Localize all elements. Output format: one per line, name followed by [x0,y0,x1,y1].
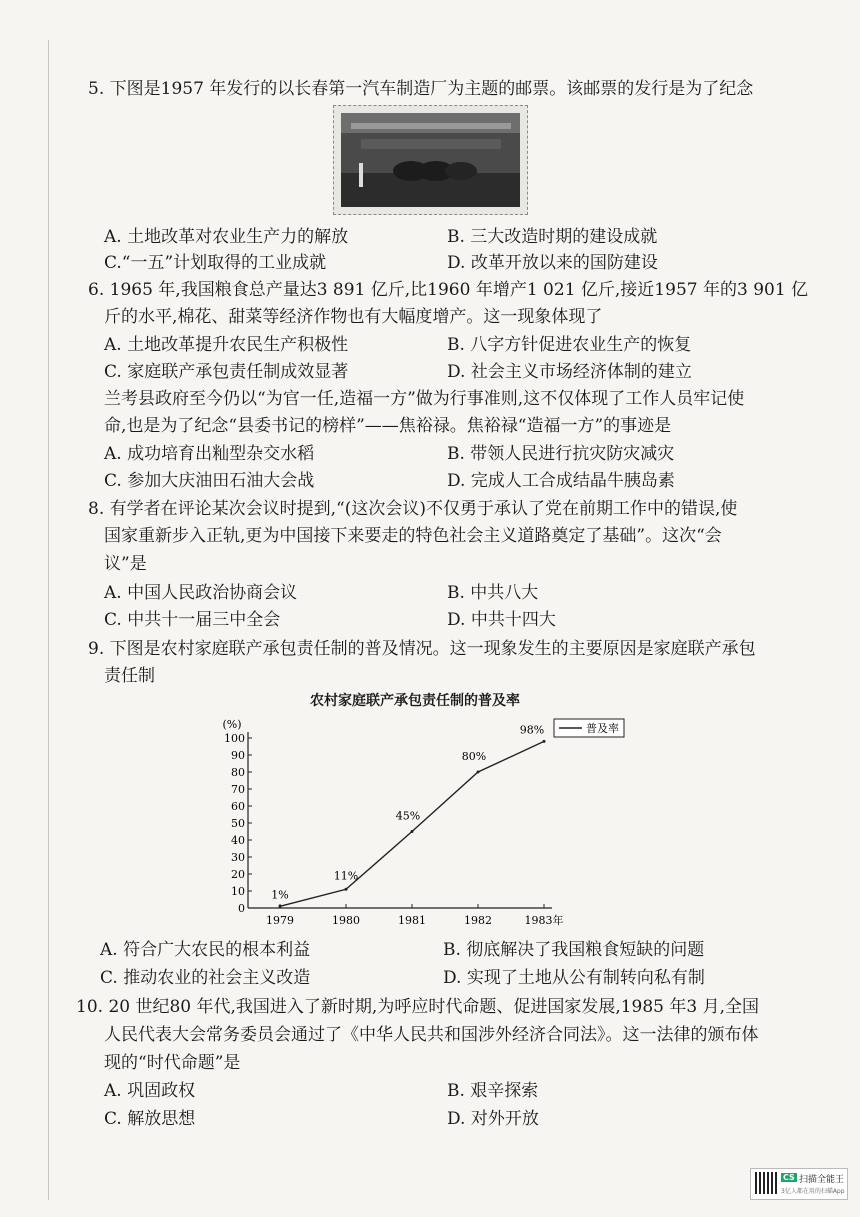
q6-stem-line2: 斤的水平,棉花、甜菜等经济作物也有大幅度增产。这一现象体现了 [104,307,603,327]
q5-stem: 5. 下图是1957 年发行的以长春第一汽车制造厂为主题的邮票。该邮票的发行是为了纪念 [88,79,754,99]
q6-option-a: A. 土地改革提升农民生产积极性 [104,335,349,355]
data-point [477,771,480,774]
factory-photo [341,113,520,207]
scanner-app-name: 扫描全能王 [799,1175,845,1185]
y-tick-label: 90 [231,749,245,762]
data-label: 80% [461,750,487,763]
q7-stem-line2: 命,也是为了纪念“县委书记的榜样”——焦裕禄。焦裕禄“造福一方”的事迹是 [104,416,672,436]
q10-stem-line3: 现的“时代命题”是 [104,1053,241,1073]
y-tick-label: 100 [224,732,245,745]
y-axis-label: (%) [222,718,242,731]
x-tick-label: 1982 [464,914,492,927]
q7-option-a: A. 成功培育出籼型杂交水稻 [104,444,315,464]
y-tick-label: 30 [231,851,245,864]
y-tick-label: 50 [231,817,245,830]
y-tick-label: 80 [231,766,245,779]
q8-stem-line3: 议”是 [104,554,147,574]
q10-option-c: C. 解放思想 [104,1109,196,1129]
q8-stem-line1: 8. 有学者在评论某次会议时提到,“(这次会议)不仅勇于承认了党在前期工作中的错误,使 [88,499,738,519]
x-tick-label: 1979 [266,914,294,927]
q8-option-a: A. 中国人民政治协商会议 [104,583,298,603]
q6-stem-line1: 6. 1965 年,我国粮食总产量达3 891 亿斤,比1960 年增产1 021 亿斤,接近1957 年的3 901 亿 [88,280,809,300]
data-point [543,740,546,743]
q9-stem-line1: 9. 下图是农村家庭联产承包责任制的普及情况。这一现象发生的主要原因是家庭联产承包 [88,639,756,659]
data-label: 98% [519,723,545,737]
q7-option-b: B. 带领人民进行抗灾防灾减灾 [447,444,675,464]
data-point [279,905,282,908]
y-tick-label: 70 [231,783,245,796]
q10-option-a: A. 巩固政权 [104,1081,196,1101]
q7-option-d: D. 完成人工合成结晶牛胰岛素 [447,471,675,491]
data-label: 45% [395,809,421,823]
q10-stem-line1: 10. 20 世纪80 年代,我国进入了新时期,为呼应时代命题、促进国家发展,1985 年3 月,全国 [76,997,760,1017]
q8-stem-line2: 国家重新步入正轨,更为中国接下来要走的特色社会主义道路奠定了基础”。这次“会 [104,526,722,546]
q8-option-d: D. 中共十四大 [447,610,556,630]
q7-option-c: C. 参加大庆油田石油大会战 [104,471,315,491]
x-tick-label: 1980 [332,914,360,927]
chart-title: 农村家庭联产承包责任制的普及率 [310,693,520,709]
q8-option-c: C. 中共十一届三中全会 [104,610,281,630]
data-label: 11% [333,869,359,883]
data-label: 1% [271,888,289,902]
q5-option-b: B. 三大改造时期的建设成就 [447,227,658,247]
q6-option-d: D. 社会主义市场经济体制的建立 [447,362,692,382]
q7-stem-line1: 兰考县政府至今仍以“为官一任,造福一方”做为行事准则,这不仅体现了工作人员牢记使 [104,389,745,409]
y-tick-label: 40 [231,834,245,847]
q10-option-b: B. 艰辛探索 [447,1081,539,1101]
data-point [345,888,348,891]
q9-option-a: A. 符合广大农民的根本利益 [100,940,311,960]
q9-option-b: B. 彻底解决了我国粮食短缺的问题 [443,940,705,960]
line-chart [0,705,860,945]
q5-option-c: C.“一五”计划取得的工业成就 [104,253,327,273]
q6-option-b: B. 八字方针促进农业生产的恢复 [447,335,692,355]
q9-option-d: D. 实现了土地从公有制转向私有制 [443,968,705,988]
data-point [411,830,414,833]
series-line [280,741,544,906]
x-tick-label: 1983年 [524,914,564,927]
q8-option-b: B. 中共八大 [447,583,539,603]
page-margin-line [48,40,49,1200]
stamp-image [333,105,528,215]
x-tick-label: 1981 [398,914,426,927]
cs-logo: CS [783,1173,795,1182]
q9-stem-line2: 责任制 [104,666,155,686]
q5-option-a: A. 土地改革对农业生产力的解放 [104,227,349,247]
q10-stem-line2: 人民代表大会常务委员会通过了《中华人民共和国涉外经济合同法》。这一法律的颁布体 [104,1025,759,1045]
q5-option-d: D. 改革开放以来的国防建设 [447,253,658,273]
q10-option-d: D. 对外开放 [447,1109,539,1129]
qr-code-icon [755,1172,777,1194]
q9-option-c: C. 推动农业的社会主义改造 [100,968,311,988]
y-tick-label: 0 [238,902,245,915]
y-tick-label: 20 [231,868,245,881]
scanner-watermark [750,1168,848,1200]
scanner-app-subtitle: 3亿人都在用的扫描App [781,1188,845,1195]
y-tick-label: 10 [231,885,245,898]
legend-label: 普及率 [586,722,619,735]
y-tick-label: 60 [231,800,245,813]
q6-option-c: C. 家庭联产承包责任制成效显著 [104,362,349,382]
